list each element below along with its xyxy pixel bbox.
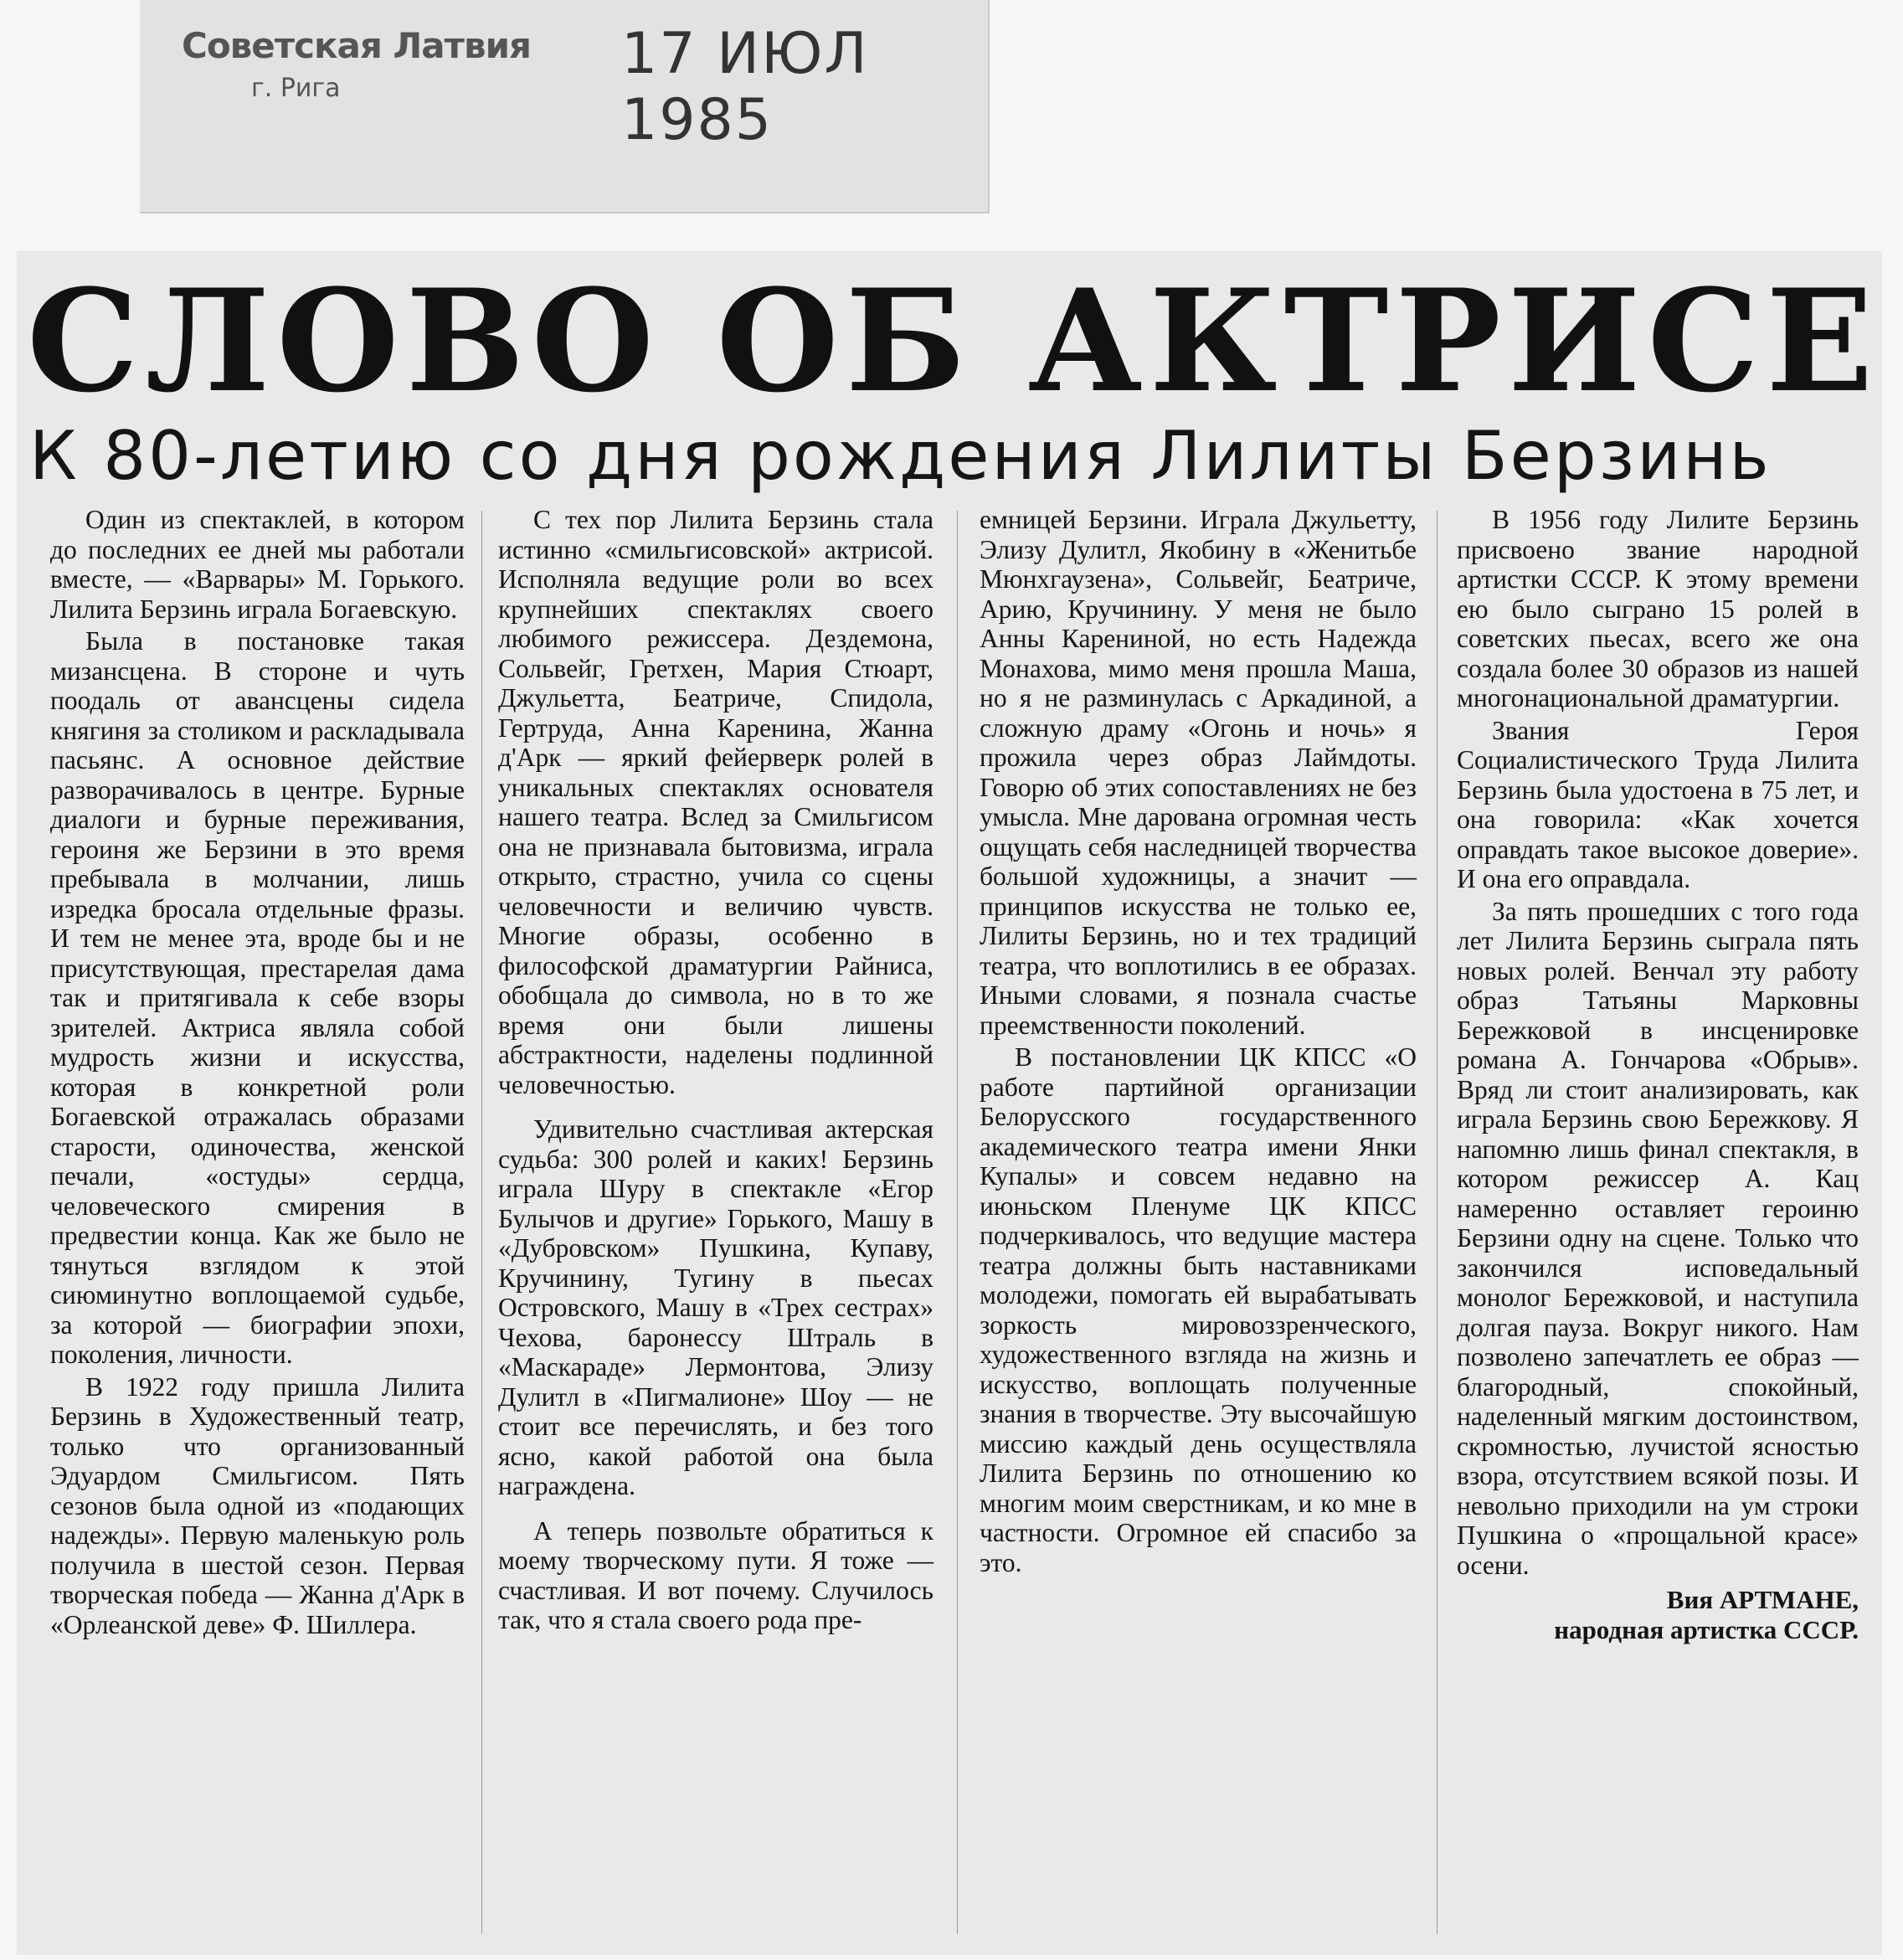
clipping-stamp — [140, 0, 990, 213]
article-column-2 — [498, 505, 933, 1635]
article-column-4 — [1457, 505, 1859, 1645]
paragraph: Один из спектаклей, в котором до последних ее дней мы работали вместе, — «Варвары» М. Горького. Лилита Берзинь играла Богаевскую. — [50, 505, 465, 624]
author-signature — [1457, 1585, 1859, 1645]
author-name: Вия АРТМАНЕ, — [1666, 1585, 1859, 1614]
paragraph: С тех пор Лилита Берзинь стала истинно «смильгисовской» актрисой. Исполняла ведущие роли во всех крупнейших спектаклях своего любимого режиссера. Дездемона, Сольвейг, Гретхен, Мария Стюарт, Джульетта, Беатриче, Спидола, Гертруда, Анна Каренина, Жанна д'Арк — яркий фейерверк ролей в уникальных спектаклях основателя нашего театра. Вслед за Смильгисом она не признавала бытовизма, играла открыто, страстно, учила со сцены человечности и величию чувств. Многие образы, особенно в философской драматургии Райниса, обобщала до символа, но в то же время они были лишены абстрактности, наделены подлинной человечностью. — [498, 505, 933, 1099]
column-divider — [481, 511, 482, 1934]
paragraph: В постановлении ЦК КПСС «О работе партийной организации Белорусского государственного академического театра имени Янки Купалы» и совсем недавно на июньском Пленуме ЦК КПСС подчеркивалось, что ведущие мастера театра должны быть наставниками молодежи, помогать ей вырабатывать зоркость мировоззренческого, художественного взгляда на жизнь и искусство, воплощать полученные знания в творчестве. Эту высочайшую миссию каждый день осуществляла Лилита Берзинь по отношению ко многим моим сверстникам, и ко мне в частности. Огромное ей спасибо за это. — [980, 1042, 1417, 1577]
paragraph: емницей Берзини. Играла Джульетту, Элизу Дулитл, Якобину в «Женитьбе Мюнхгаузена», Сольвейг, Беатриче, Арию, Кручинину. У меня не было Анны Карениной, но есть Надежда Монахова, мимо меня прошла Маша, но я не разминулась с Аркадиной, а сложную драму «Огонь и ночь» я прожила через образ Лаймдоты. Говорю об этих сопоставлениях не без умысла. Мне дарована огромная честь ощущать себя наследницей творчества большой художницы, а значит — принципов искусства не только ее, Лилиты Берзинь, но и тех традиций театра, что воплотились в ее образах. Иными словами, я познала счастье преемственности поколений. — [980, 505, 1417, 1040]
article-subheadline: К 80-летию со дня рождения Лилиты Берзинь — [29, 417, 1772, 495]
paragraph: За пять прошедших с того года лет Лилита Берзинь сыграла пять новых ролей. Венчал эту работу образ Татьяны Марковны Бережковой в инсценировке романа А. Гончарова «Обрыв». Вряд ли стоит анализировать, как играла Берзинь свою Бережкову. Я напомню лишь финал спектакля, в котором режиссер А. Кац намеренно оставляет героиню Берзини одну на сцене. Только что закончился исповедальный монолог Бережковой, и наступила долгая пауза. Вокруг никого. Нам позволено запечатлеть ее образ — благородный, спокойный, наделенный мягким достоинством, скромностью, лучистой ясностью взора, отсутствием всякой позы. И невольно приходили на ум строки Пушкина о «прощальной красе» осени. — [1457, 896, 1859, 1580]
article-headline: СЛОВО ОБ АКТРИСЕ — [27, 258, 1880, 424]
paragraph: Была в постановке такая мизансцена. В стороне и чуть поодаль от авансцены сидела княгиня за столиком и раскладывала пасьянс. А основное действие разворачивалось в центре. Бурные диалоги и бурные переживания, героиня же Берзини в это время пребывала в молчании, лишь изредка бросала отдельные фразы. И тем не менее эта, вроде бы и не присутствующая, престарелая дама так и притягивала к себе взоры зрителей. Актриса являла собой мудрость жизни и искусства, которая в конкретной роли Богаевской отражалась образами старости, одиночества, женской печали, «остуды» сердца, человеческого смирения в предвестии конца. Как же было не тянуться взглядом к этой сиюминутно воплощаемой судьбе, за которой — биографии эпохи, поколения, личности. — [50, 626, 465, 1369]
column-divider — [957, 511, 958, 1934]
newspaper-name: Советская Латвия — [182, 25, 531, 66]
clipping-date: 17 ИЮЛ 1985 — [621, 21, 869, 153]
author-title: народная артистка СССР. — [1554, 1615, 1859, 1644]
paragraph: В 1922 году пришла Лилита Берзинь в Художественный театр, только что организованный Эдуардом Смильгисом. Пять сезонов была одной из «подающих надежды». Первую маленькую роль получила в шестой сезон. Первая творческая победа — Жанна д'Арк в «Орлеанской деве» Ф. Шиллера. — [50, 1371, 465, 1639]
article-column-3 — [980, 505, 1417, 1577]
article-column-1 — [50, 505, 465, 1639]
paragraph: Звания Героя Социалистического Труда Лилита Берзинь была удостоена в 75 лет, и она говорила: «Как хочется оправдать такое высокое доверие». И она его оправдала. — [1457, 715, 1859, 893]
newspaper-city: г. Рига — [251, 74, 341, 103]
column-divider — [1437, 511, 1438, 1934]
paragraph: В 1956 году Лилите Берзинь присвоено звание народной артистки СССР. К этому времени ею было сыграно 15 ролей в советских пьесах, всего же она создала более 30 образов из нашей многонациональной драматургии. — [1457, 505, 1859, 712]
paragraph: Удивительно счастливая актерская судьба: 300 ролей и каких! Берзинь играла Шуру в спектакле «Егор Булычов и другие» Горького, Машу в «Дубровском» Пушкина, Купаву, Кручинину, Тугину в пьесах Островского, Машу в «Трех сестрах» Чехова, баронессу Штраль в «Маскараде» Лермонтова, Элизу Дулитл в «Пигмалионе» Шоу — не стоит все перечислять, и без того ясно, какой работой она была награждена. — [498, 1114, 933, 1500]
paragraph: А теперь позвольте обратиться к моему творческому пути. Я тоже — счастливая. И вот почему. Случилось так, что я стала своего рода пре- — [498, 1515, 933, 1634]
